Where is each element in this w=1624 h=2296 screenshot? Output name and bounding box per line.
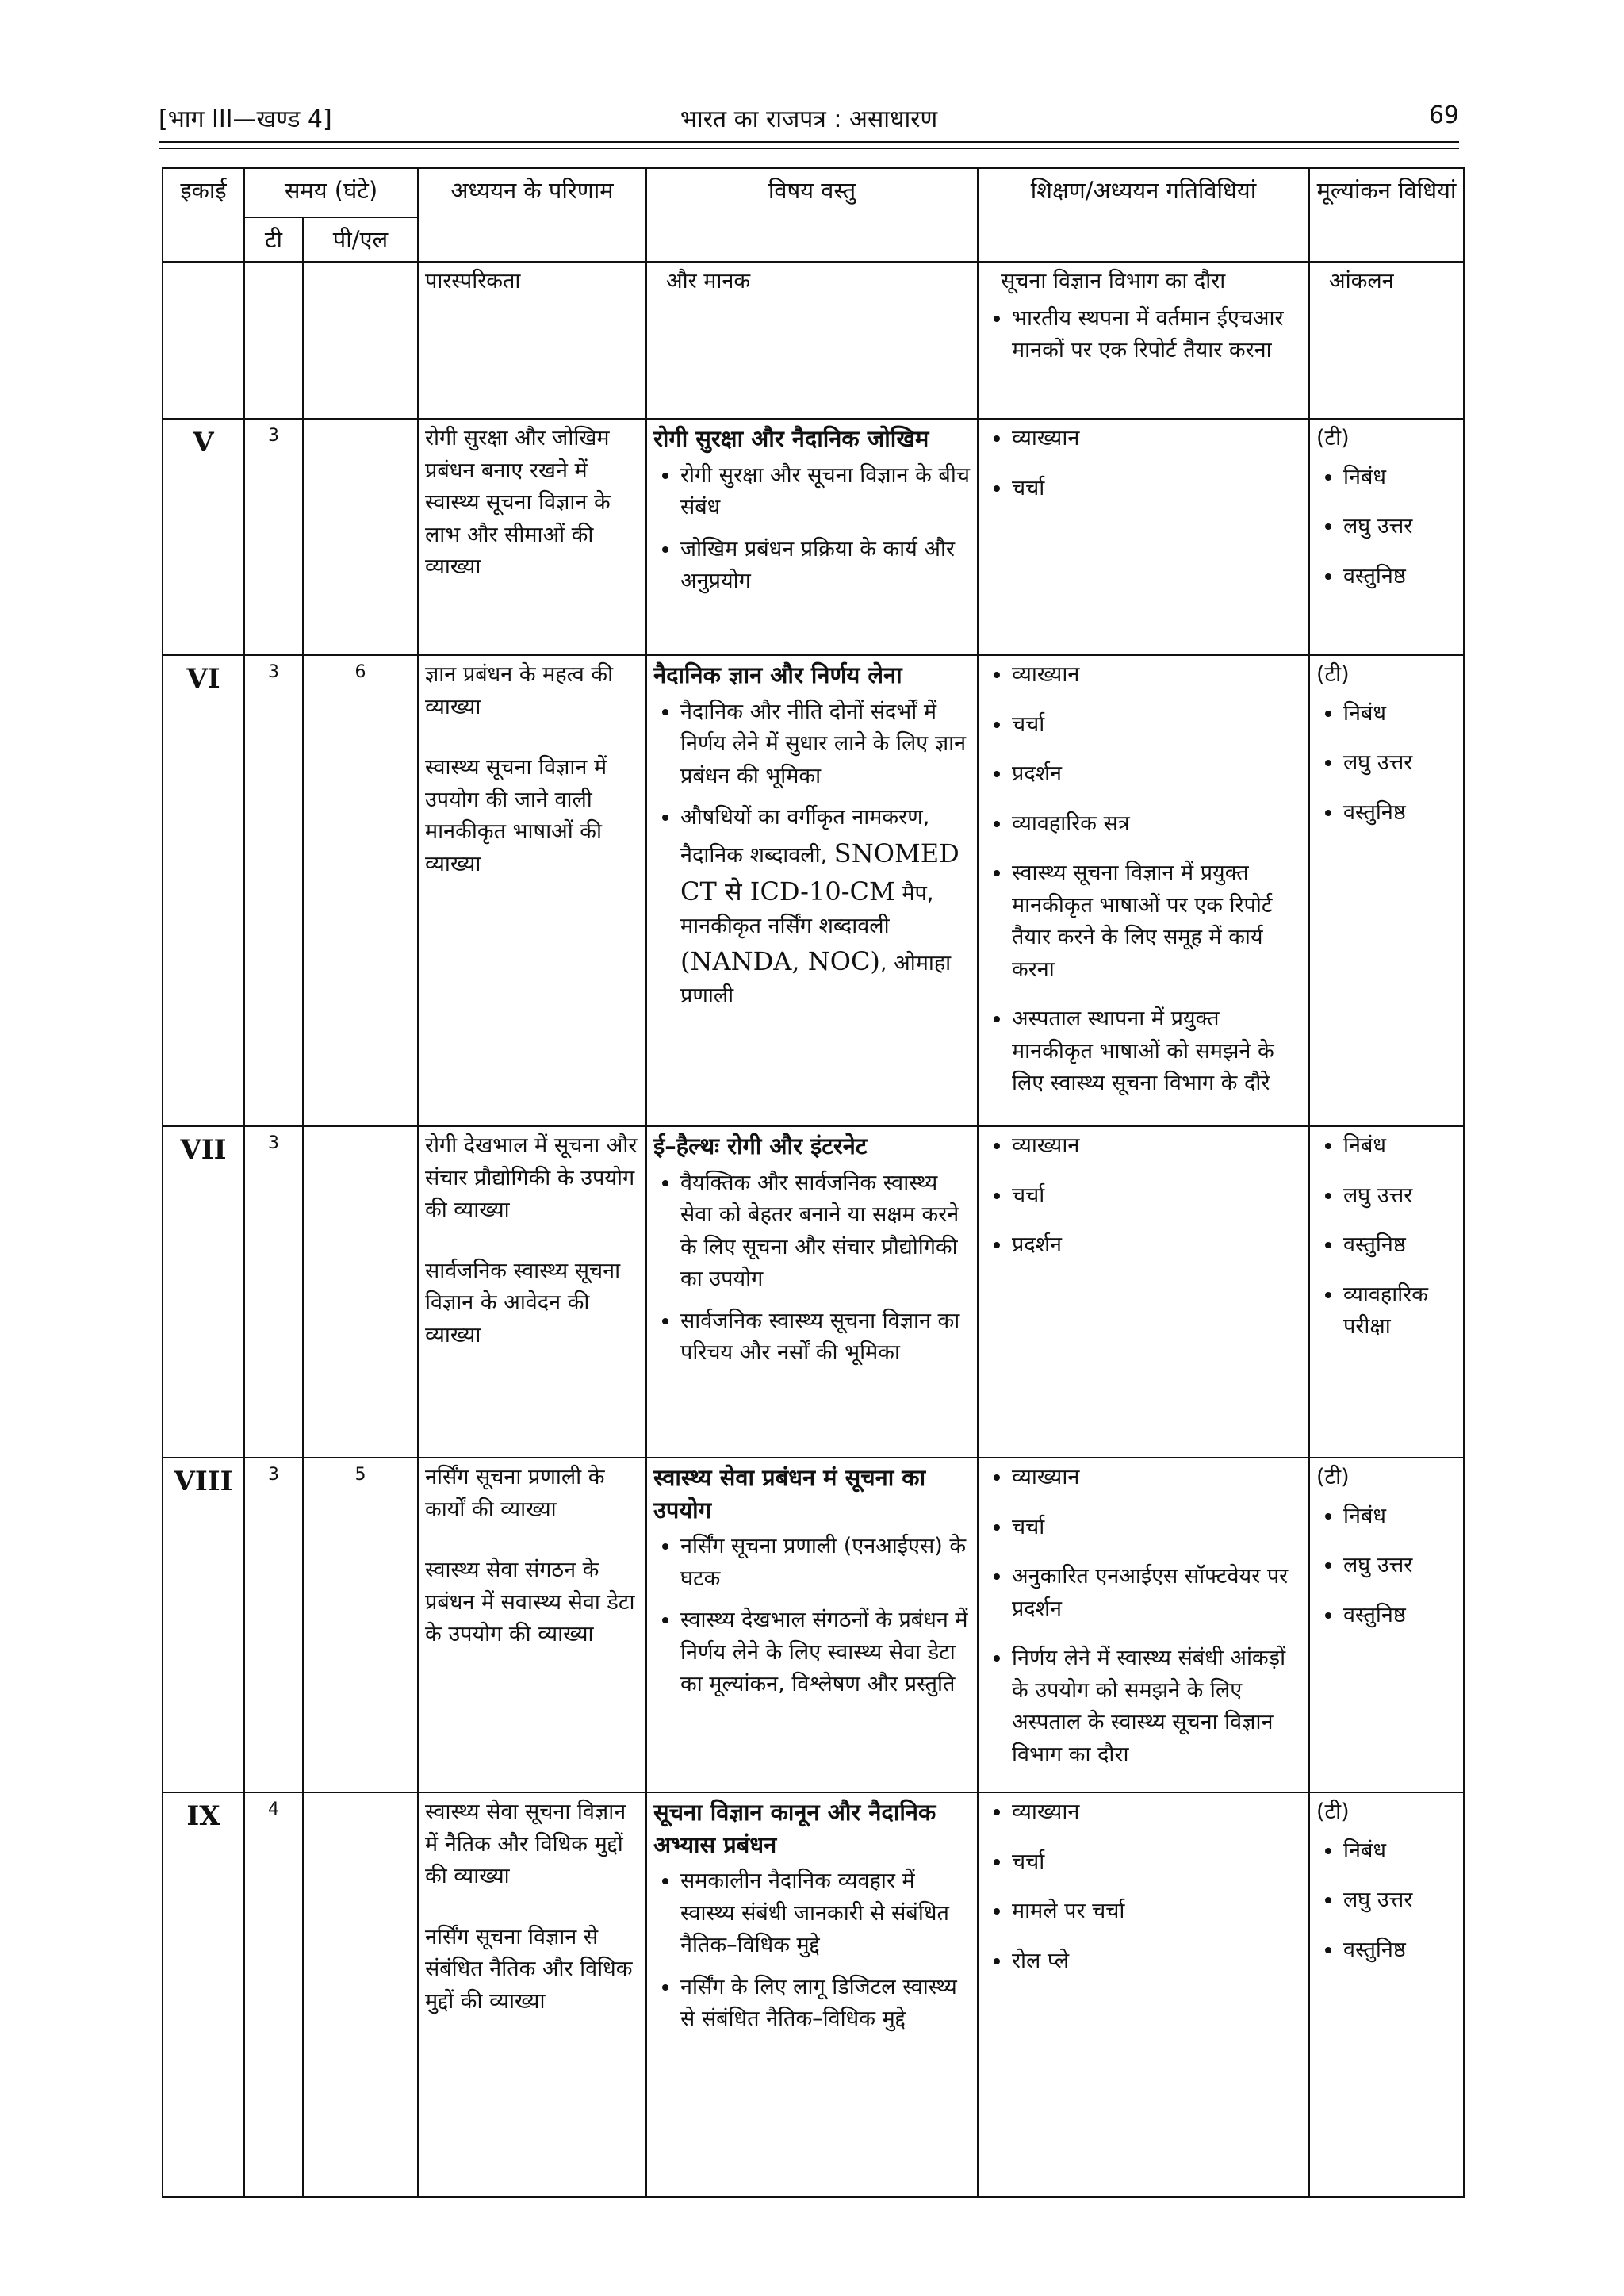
evaluation-list xyxy=(1316,1130,1457,1343)
outcome-cell xyxy=(418,1458,646,1792)
table-row-unit-viii xyxy=(163,1458,1464,1792)
list-item: • व्याख्यान xyxy=(1012,1130,1302,1163)
col-header-evaluation: मूल्यांकन विधियां xyxy=(1309,168,1464,262)
practical-hours: 5 xyxy=(303,1458,418,1792)
col-header-activities: शिक्षण/अध्ययन गतिविधियां xyxy=(978,168,1309,262)
col-header-unit: इकाई xyxy=(163,168,244,262)
content-cell xyxy=(646,1458,978,1792)
content-title: नैदानिक ज्ञान और निर्णय लेना xyxy=(653,661,902,688)
theory-hours: 3 xyxy=(244,1458,303,1792)
evaluation-cell xyxy=(1309,419,1464,655)
outcome-text: स्वास्थ्य सेवा सूचना विज्ञान में नैतिक और विधिक मुद्दों की व्याख्या xyxy=(425,1800,626,1888)
list-item: • वस्तुनिष्ठ xyxy=(1343,1600,1457,1632)
list-item: • सार्वजनिक स्वास्थ्य सूचना विज्ञान का परिचय और नर्सों की भूमिका xyxy=(680,1305,971,1370)
evaluation-cell xyxy=(1309,1792,1464,2197)
table-row-continued xyxy=(163,262,1464,419)
page-header xyxy=(159,102,1459,143)
list-item: • व्याख्यान xyxy=(1012,423,1302,455)
outcome-cell xyxy=(418,1126,646,1458)
list-item: • प्रदर्शन xyxy=(1012,1229,1302,1262)
list-item: • व्यावहारिक परीक्षा xyxy=(1343,1279,1457,1343)
list-item: • व्यावहारिक सत्र xyxy=(1012,808,1302,841)
practical-hours xyxy=(303,419,418,655)
activity-cell xyxy=(978,262,1309,419)
content-title: ई–हैल्थः रोगी और इंटरनेट xyxy=(653,1133,868,1159)
list-item: • नर्सिंग के लिए लागू डिजिटल स्वास्थ्य से संबंधित नैतिक–विधिक मुद्दे xyxy=(680,1972,971,2036)
outcome-text: नर्सिंग सूचना विज्ञान से संबंधित नैतिक और विधिक मुद्दों की व्याख्या xyxy=(425,1924,633,2014)
list-item: • व्याख्यान xyxy=(1012,659,1302,692)
list-item: • अनुकारित एनआईएस सॉफ्टवेयर पर प्रदर्शन xyxy=(1012,1561,1302,1625)
table-header-row xyxy=(163,168,1464,217)
content-list xyxy=(653,1865,971,2036)
outcome-cell xyxy=(418,1792,646,2197)
col-header-time: समय (घंटे) xyxy=(244,168,418,217)
outcome-text: सार्वजनिक स्वास्थ्य सूचना विज्ञान के आवेदन की व्याख्या xyxy=(425,1258,621,1347)
list-item: • समकालीन नैदानिक व्यवहार में स्वास्थ्य संबंधी जानकारी से संबंधित नैतिक–विधिक मुद्दे xyxy=(680,1865,971,1962)
list-item: • व्याख्यान xyxy=(1012,1462,1302,1494)
list-item: • वस्तुनिष्ठ xyxy=(1343,561,1457,593)
list-item: • जोखिम प्रबंधन प्रक्रिया के कार्य और अनुप्रयोग xyxy=(680,534,971,598)
list-item: • निबंध xyxy=(1343,1501,1457,1533)
list-item: • लघु उत्तर xyxy=(1343,1180,1457,1213)
outcome-text: स्वास्थ्य सेवा संगठन के प्रबंधन में सवास्थ्य सेवा डेटा के उपयोग की व्याख्या xyxy=(425,1558,635,1646)
unit-label: VI xyxy=(163,655,244,1126)
evaluation-type-label: (टी) xyxy=(1316,426,1350,450)
outcome-text: नर्सिंग सूचना प्रणाली के कार्यों की व्याख्या xyxy=(425,1465,605,1522)
evaluation-cell xyxy=(1309,1458,1464,1792)
activity-cell xyxy=(978,1126,1309,1458)
outcome-text: स्वास्थ्य सूचना विज्ञान में उपयोग की जाने वाली मानकीकृत भाषाओं की व्याख्या xyxy=(425,755,607,876)
theory-hours: 3 xyxy=(244,655,303,1126)
col-header-practical: पी/एल xyxy=(303,217,418,262)
evaluation-type-label: (टी) xyxy=(1316,1465,1350,1489)
outcome-cell xyxy=(418,262,646,419)
activity-cell xyxy=(978,1792,1309,2197)
unit-label: V xyxy=(163,419,244,655)
content-title: सूचना विज्ञान कानून और नैदानिक अभ्यास प्रबंधन xyxy=(653,1799,936,1858)
list-item: • नर्सिंग सूचना प्रणाली (एनआईएस) के घटक xyxy=(680,1531,971,1595)
outcome-cell xyxy=(418,655,646,1126)
outcome-text: ज्ञान प्रबंधन के महत्व की व्याख्या xyxy=(425,662,614,719)
practical-hours xyxy=(303,262,418,419)
unit-label: VIII xyxy=(163,1458,244,1792)
activity-list xyxy=(985,1462,1302,1771)
list-item: • स्वास्थ्य देखभाल संगठनों के प्रबंधन में निर्णय लेने के लिए स्वास्थ्य सेवा डेटा का मूल्यांकन, विश्लेषण और प्रस्तुति xyxy=(680,1604,971,1701)
table-row-unit-ix xyxy=(163,1792,1464,2197)
list-item: • मामले पर चर्चा xyxy=(1012,1895,1302,1928)
list-item: • लघु उत्तर xyxy=(1343,1550,1457,1582)
activity-list xyxy=(985,303,1302,367)
table-row-unit-vi xyxy=(163,655,1464,1126)
list-item: • निबंध xyxy=(1343,1835,1457,1868)
unit-label: VII xyxy=(163,1126,244,1458)
activity-list xyxy=(985,423,1302,504)
content-text: और मानक xyxy=(666,269,751,293)
practical-hours xyxy=(303,1126,418,1458)
list-item: • वस्तुनिष्ठ xyxy=(1343,1934,1457,1967)
list-item: • लघु उत्तर xyxy=(1343,1884,1457,1917)
content-cell xyxy=(646,419,978,655)
evaluation-type-label: (टी) xyxy=(1316,1800,1350,1824)
list-item: • लघु उत्तर xyxy=(1343,511,1457,543)
syllabus-table xyxy=(162,167,1465,2198)
evaluation-text: आंकलन xyxy=(1329,269,1394,293)
practical-hours: 6 xyxy=(303,655,418,1126)
list-item: • अस्पताल स्थापना में प्रयुक्त मानकीकृत भाषाओं को समझने के लिए स्वास्थ्य सूचना विभाग के दौरे xyxy=(1012,1003,1302,1100)
content-cell xyxy=(646,1126,978,1458)
list-item: • चर्चा xyxy=(1012,1512,1302,1544)
activity-cell xyxy=(978,1458,1309,1792)
list-item: • नैदानिक और नीति दोनों संदर्भों में निर्णय लेने में सुधार लाने के लिए ज्ञान प्रबंधन की भूमिका xyxy=(680,696,971,793)
evaluation-type-label: (टी) xyxy=(1316,662,1350,687)
evaluation-list xyxy=(1316,698,1457,830)
theory-hours xyxy=(244,262,303,419)
content-text: , ओमाहा प्रणाली xyxy=(680,951,952,1009)
list-item: • वैयक्तिक और सार्वजनिक स्वास्थ्य सेवा को बेहतर बनाने या सक्षम करने के लिए सूचना और संचार प्रौद्योगिकी का उपयोग xyxy=(680,1167,971,1296)
practical-hours xyxy=(303,1792,418,2197)
evaluation-cell xyxy=(1309,655,1464,1126)
evaluation-list xyxy=(1316,462,1457,593)
list-item: • वस्तुनिष्ठ xyxy=(1343,797,1457,830)
theory-hours: 3 xyxy=(244,1126,303,1458)
list-item: • चर्चा xyxy=(1012,709,1302,742)
table-row-unit-v xyxy=(163,419,1464,655)
content-code: SNOMED CT से ICD-10-CM xyxy=(680,838,959,907)
col-header-theory: टी xyxy=(244,217,303,262)
list-item: • निबंध xyxy=(1343,462,1457,494)
col-header-outcomes: अध्ययन के परिणाम xyxy=(418,168,646,262)
list-item: • रोल प्ले xyxy=(1012,1945,1302,1978)
list-item: • निबंध xyxy=(1343,1130,1457,1163)
list-item: • चर्चा xyxy=(1012,1180,1302,1213)
list-item: • चर्चा xyxy=(1012,473,1302,505)
unit-label: IX xyxy=(163,1792,244,2197)
gazette-title: भारत का राजपत्र : असाधारण xyxy=(680,105,938,133)
gazette-part-label: [भाग III—खण्ड 4] xyxy=(159,105,332,133)
header-rule-bottom xyxy=(159,148,1459,149)
content-text: औषधियों का वर्गीकृत नामकरण, नैदानिक शब्दावली, xyxy=(680,805,930,868)
content-list xyxy=(653,1167,971,1370)
evaluation-cell xyxy=(1309,262,1464,419)
list-item: • व्याख्यान xyxy=(1012,1796,1302,1829)
list-item: • प्रदर्शन xyxy=(1012,758,1302,791)
header-rule-top xyxy=(159,141,1459,143)
activity-list xyxy=(985,1130,1302,1262)
list-item: • चर्चा xyxy=(1012,1846,1302,1879)
list-item: • निबंध xyxy=(1343,698,1457,730)
activity-cell xyxy=(978,419,1309,655)
activity-list xyxy=(985,1796,1302,1977)
content-text: मैप, मानकीकृत नर्सिंग शब्दावली xyxy=(680,880,934,938)
evaluation-list xyxy=(1316,1501,1457,1632)
outcome-text: रोगी देखभाल में सूचना और संचार प्रौद्योगिकी के उपयोग की व्याख्या xyxy=(425,1133,638,1222)
outcome-text: पारस्परिकता xyxy=(425,269,521,293)
outcome-cell xyxy=(418,419,646,655)
content-cell xyxy=(646,262,978,419)
list-item: • निर्णय लेने में स्वास्थ्य संबंधी आंकड़ों के उपयोग को समझने के लिए अस्पताल के स्वास्थ्य सूचना विज्ञान विभाग का दौरा xyxy=(1012,1642,1302,1771)
list-item: • वस्तुनिष्ठ xyxy=(1343,1229,1457,1262)
theory-hours: 4 xyxy=(244,1792,303,2197)
list-item: • लघु उत्तर xyxy=(1343,747,1457,780)
theory-hours: 3 xyxy=(244,419,303,655)
list-item xyxy=(680,802,971,1013)
content-list xyxy=(653,460,971,598)
table-row-unit-vii xyxy=(163,1126,1464,1458)
unit-cell xyxy=(163,262,244,419)
content-cell xyxy=(646,1792,978,2197)
list-item: • रोगी सुरक्षा और सूचना विज्ञान के बीच संबंध xyxy=(680,460,971,524)
activity-list xyxy=(985,659,1302,1100)
content-cell xyxy=(646,655,978,1126)
list-item: • स्वास्थ्य सूचना विज्ञान में प्रयुक्त मानकीकृत भाषाओं पर एक रिपोर्ट तैयार करने के लिए समूह में कार्य करना xyxy=(1012,857,1302,986)
content-list xyxy=(653,1531,971,1701)
page-number: 69 xyxy=(1428,102,1459,129)
content-list xyxy=(653,696,971,1013)
content-code: (NANDA, NOC) xyxy=(680,946,880,977)
outcome-text: रोगी सुरक्षा और जोखिम प्रबंधन बनाए रखने में स्वास्थ्य सूचना विज्ञान के लाभ और सीमाओं की व्याख्या xyxy=(425,426,611,579)
content-title: रोगी सुरक्षा और नैदानिक जोखिम xyxy=(653,425,929,452)
col-header-content: विषय वस्तु xyxy=(646,168,978,262)
evaluation-cell xyxy=(1309,1126,1464,1458)
activity-intro: सूचना विज्ञान विभाग का दौरा xyxy=(1001,269,1226,293)
list-item: • भारतीय स्थपना में वर्तमान ईएचआर मानकों पर एक रिपोर्ट तैयार करना xyxy=(1012,303,1302,367)
activity-cell xyxy=(978,655,1309,1126)
evaluation-list xyxy=(1316,1835,1457,1967)
content-title: स्वास्थ्य सेवा प्रबंधन मं सूचना का उपयोग xyxy=(653,1464,926,1524)
